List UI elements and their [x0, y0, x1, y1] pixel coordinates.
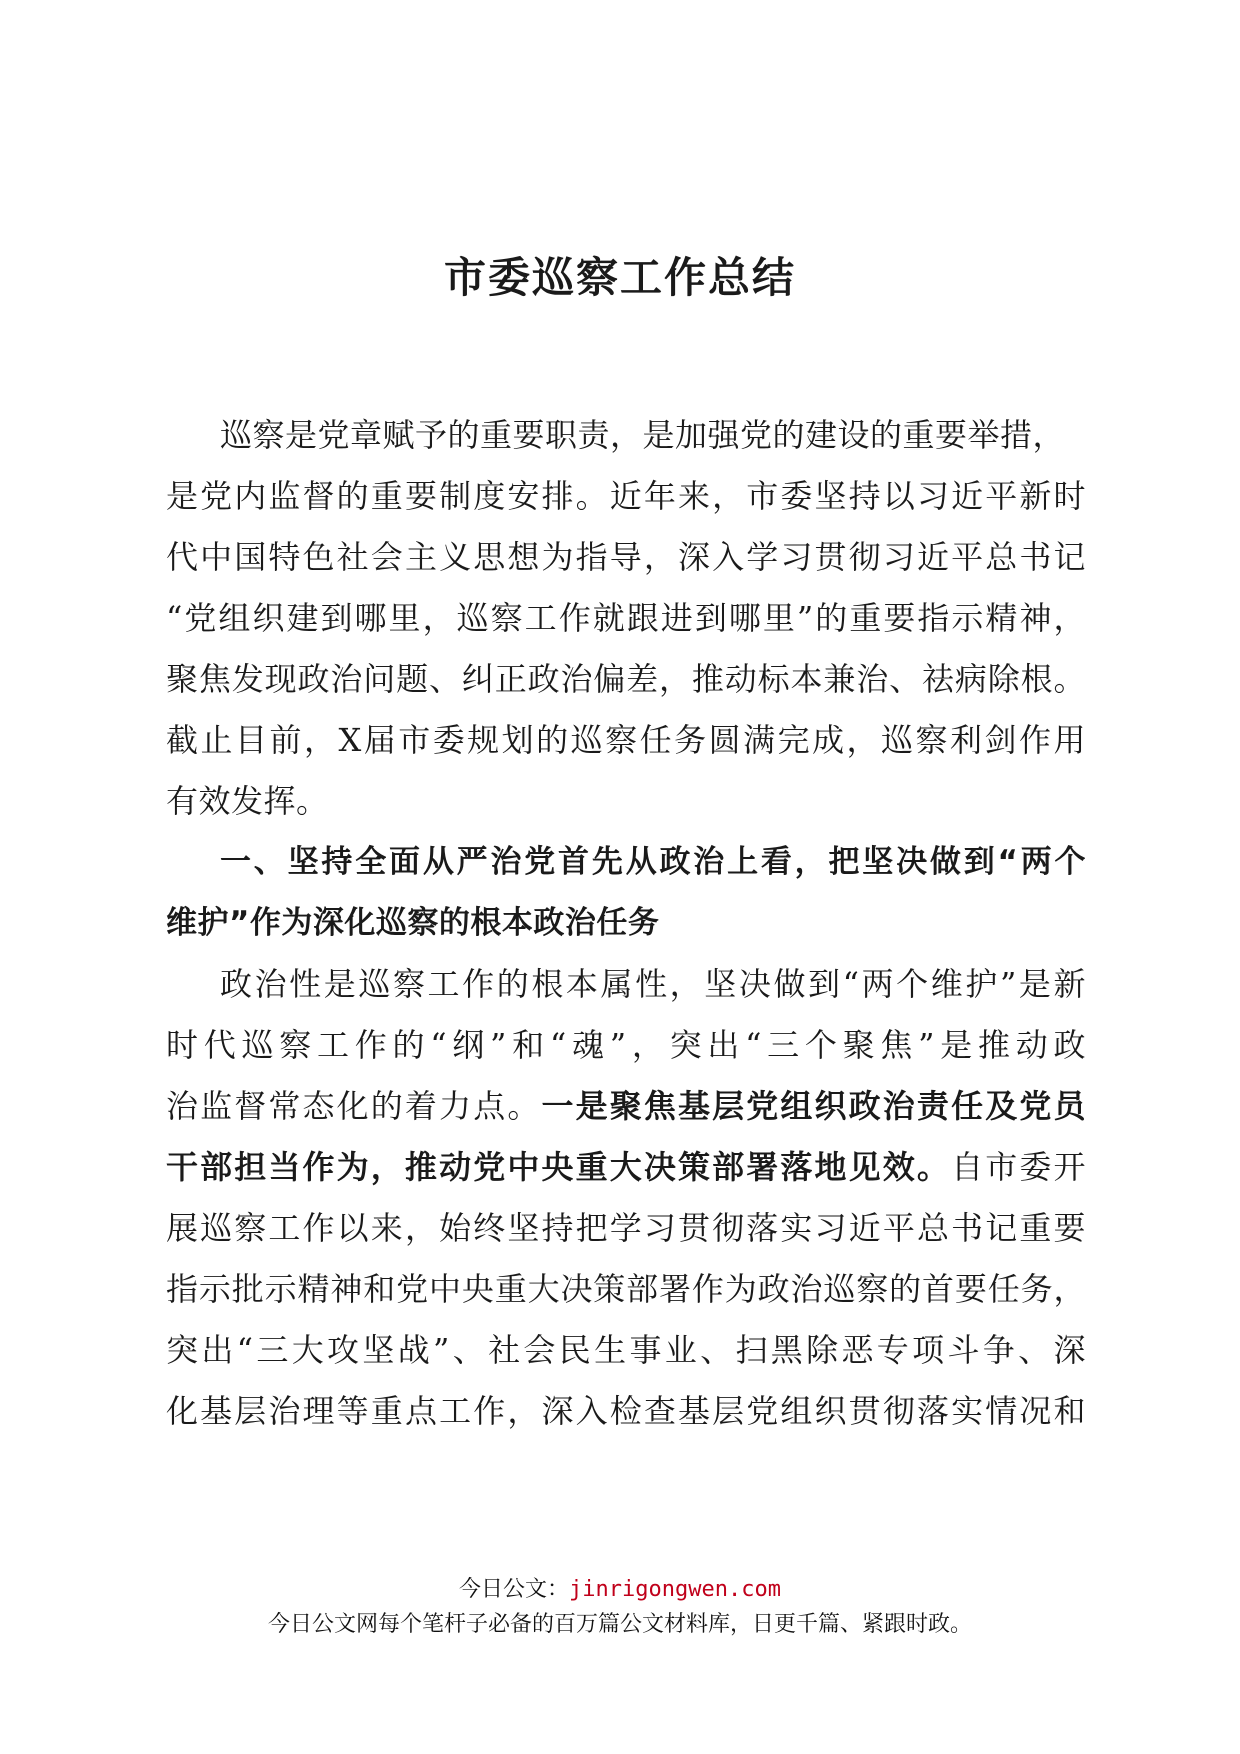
footer-source [0, 1573, 1240, 1607]
paragraph-line: 巡察是党章赋予的重要职责，是加强党的建设的重要举措， [220, 416, 1066, 454]
paragraph-line: 化基层治理等重点工作，深入检查基层党组织贯彻落实情况和 [166, 1392, 1086, 1430]
section-heading-line: 维护”作为深化巡察的根本政治任务 [166, 905, 660, 941]
document-body [166, 405, 1086, 1442]
paragraph-line: 代中国特色社会主义思想为指导，深入学习贯彻习近平总书记 [166, 538, 1086, 576]
paragraph-line: 展巡察工作以来，始终坚持把学习贯彻落实习近平总书记重要 [166, 1209, 1086, 1247]
bold-emphasis: 一是聚焦基层党组织政治责任及党员 [541, 1087, 1086, 1125]
bold-emphasis: 干部担当作为，推动党中央重大决策部署落地见效。 [166, 1148, 952, 1186]
paragraph-line: 是党内监督的重要制度安排。近年来，市委坚持以习近平新时 [166, 477, 1086, 515]
document-title: 市委巡察工作总结 [443, 253, 796, 302]
paragraph-line: 有效发挥。 [166, 782, 329, 820]
footer-site-link[interactable]: jinrigongwen.com [569, 1577, 781, 1602]
paragraph-line: 干部担当作为，推动党中央重大决策部署落地见效。自市委开 [166, 1148, 1086, 1186]
paragraph-line: 治监督常态化的着力点。一是聚焦基层党组织政治责任及党员 [166, 1087, 1086, 1125]
footer-label: 今日公文： [459, 1577, 570, 1602]
page-footer [0, 1573, 1240, 1643]
footer-slogan: 今日公文网每个笔杆子必备的百万篇公文材料库，日更千篇、紧跟时政。 [267, 1612, 972, 1637]
paragraph-line: 时代巡察工作的“纲”和“魂”，突出“三个聚焦”是推动政 [166, 1026, 1086, 1064]
paragraph-line: 指示批示精神和党中央重大决策部署作为政治巡察的首要任务， [166, 1270, 1086, 1308]
section-heading-line: 一、坚持全面从严治党首先从政治上看，把坚决做到“两个 [220, 844, 1086, 880]
paragraph-line: 聚焦发现政治问题、纠正政治偏差，推动标本兼治、祛病除根。 [166, 660, 1086, 698]
paragraph-line: 截止目前，X届市委规划的巡察任务圆满完成，巡察利剑作用 [166, 721, 1086, 759]
paragraph-line: 政治性是巡察工作的根本属性，坚决做到“两个维护”是新 [220, 965, 1086, 1003]
paragraph-line: “党组织建到哪里，巡察工作就跟进到哪里”的重要指示精神， [166, 599, 1086, 637]
paragraph-line: 突出“三大攻坚战”、社会民生事业、扫黑除恶专项斗争、深 [166, 1331, 1086, 1369]
